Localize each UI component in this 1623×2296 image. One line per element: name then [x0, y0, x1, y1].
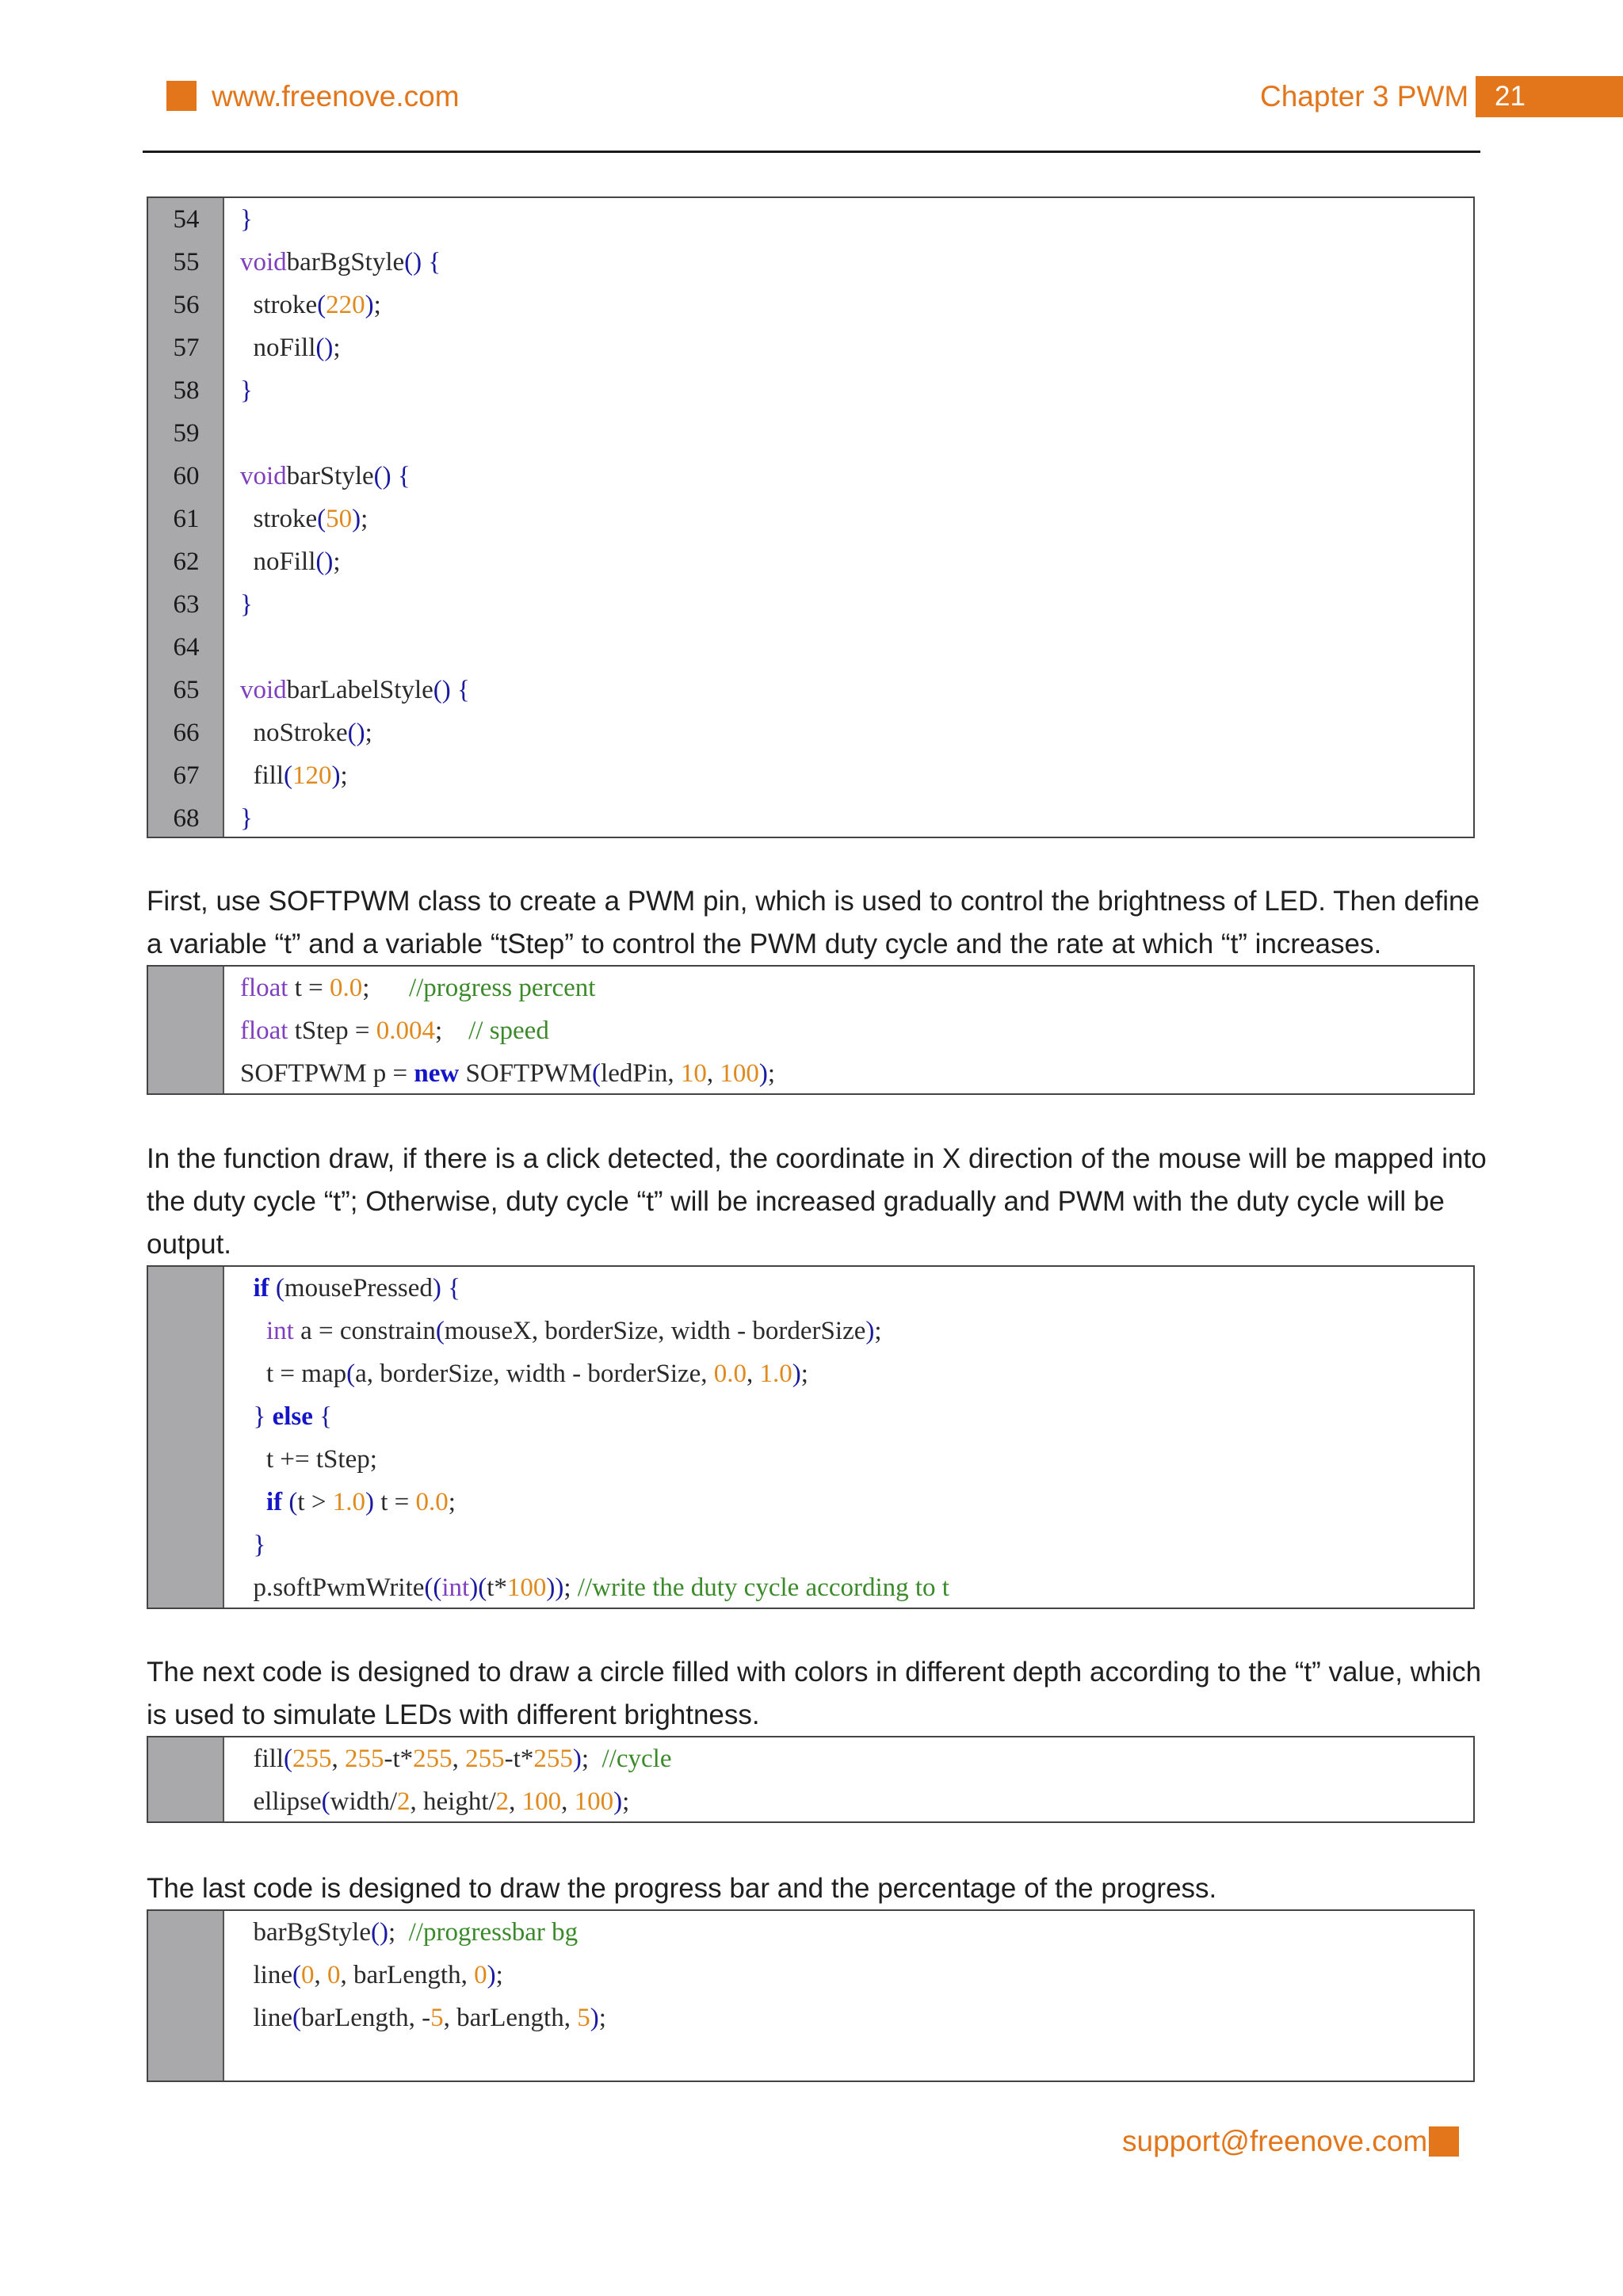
- code-token: if: [253, 1274, 269, 1302]
- code-token: 220: [326, 291, 365, 319]
- code-token: barLength, -: [300, 2004, 431, 2032]
- code-token: SOFTPWM p =: [240, 1059, 414, 1088]
- footer-logo-square: [1429, 2126, 1459, 2157]
- code-text: [240, 1267, 460, 1310]
- code-token: (): [404, 248, 422, 277]
- code-token: }: [240, 804, 253, 833]
- code-token: 120: [292, 761, 332, 790]
- code-block-5: [147, 1909, 1475, 2082]
- line-number: 63: [173, 590, 200, 619]
- code-line: [148, 198, 1473, 241]
- code-text: [240, 1009, 549, 1052]
- code-token: }: [240, 590, 253, 619]
- code-token: (: [592, 1059, 601, 1088]
- code-line: [148, 626, 1473, 669]
- code-token: ;: [800, 1360, 808, 1388]
- code-token: (: [321, 1787, 330, 1816]
- code-lines: [148, 967, 1473, 1095]
- code-line: [148, 1310, 1473, 1352]
- code-line: [148, 1395, 1473, 1438]
- code-token: 100: [574, 1787, 614, 1816]
- code-token: {: [428, 248, 441, 277]
- code-block-4: [147, 1736, 1475, 1823]
- code-token: (): [315, 334, 334, 362]
- code-token: width/: [330, 1787, 397, 1816]
- code-token: 0.0: [330, 974, 363, 1002]
- code-token: (: [284, 1745, 292, 1773]
- code-token: void: [240, 248, 287, 277]
- code-lines: [148, 1267, 1473, 1609]
- code-token: 2: [397, 1787, 411, 1816]
- line-number: 64: [173, 633, 200, 662]
- code-token: (: [317, 291, 327, 319]
- code-token: (: [435, 1317, 445, 1345]
- code-token: )): [546, 1573, 564, 1602]
- code-token: {: [457, 676, 470, 704]
- code-token: 255: [465, 1745, 505, 1773]
- code-text: [240, 1481, 456, 1524]
- code-token: (): [315, 547, 334, 576]
- code-token: {: [448, 1274, 460, 1302]
- code-token: ;: [563, 1573, 578, 1602]
- code-token: 5: [430, 2004, 444, 2032]
- code-token: float: [240, 974, 288, 1002]
- code-line: [148, 967, 1473, 1009]
- code-token: a, borderSize, width - borderSize,: [355, 1360, 714, 1388]
- code-line: [148, 455, 1473, 498]
- code-text: [240, 1524, 265, 1566]
- code-text: [240, 241, 441, 284]
- code-token: //progressbar bg: [408, 1918, 579, 1947]
- code-token: stroke: [240, 505, 318, 533]
- code-token: (): [347, 719, 365, 747]
- code-token: ;: [388, 1918, 409, 1947]
- code-token: ;: [767, 1059, 776, 1088]
- code-block-3: [147, 1265, 1475, 1609]
- code-token: (: [284, 761, 292, 790]
- footer-support-email[interactable]: support@freenove.com: [1122, 2125, 1428, 2157]
- code-token: (: [288, 1488, 298, 1516]
- code-text: [240, 711, 372, 754]
- code-line: [148, 583, 1473, 626]
- code-line: [148, 412, 1473, 455]
- code-token: [265, 1402, 272, 1431]
- code-text: [240, 1911, 578, 1954]
- code-token: stroke: [240, 291, 318, 319]
- code-token: t += tStep;: [240, 1445, 377, 1474]
- code-text: [240, 754, 348, 797]
- code-token: ): [590, 2004, 599, 2032]
- code-token: noFill: [240, 547, 316, 576]
- code-text: [240, 326, 341, 369]
- code-line: [148, 1481, 1473, 1524]
- code-token: (): [373, 462, 391, 490]
- code-token: fill: [240, 1745, 284, 1773]
- code-text: [240, 540, 341, 583]
- code-token: 1.0: [332, 1488, 365, 1516]
- code-token: 10: [680, 1059, 707, 1088]
- code-line: [148, 1566, 1473, 1609]
- code-token: [391, 462, 398, 490]
- code-text: [240, 1737, 671, 1780]
- code-token: }: [240, 376, 253, 405]
- code-token: ;: [874, 1317, 882, 1345]
- code-token: 50: [326, 505, 353, 533]
- code-token: (): [370, 1918, 388, 1947]
- code-token: fill: [240, 761, 284, 790]
- code-token: ((: [424, 1573, 442, 1602]
- code-token: int: [441, 1573, 470, 1602]
- code-text: [240, 369, 253, 412]
- code-token: ): [365, 1488, 374, 1516]
- code-text: [240, 1954, 503, 1997]
- code-text: [240, 1566, 949, 1609]
- code-token: 255: [345, 1745, 384, 1773]
- code-line: [148, 1780, 1473, 1823]
- code-line: [148, 797, 1473, 840]
- code-token: 255: [292, 1745, 332, 1773]
- line-number: 67: [173, 761, 200, 790]
- line-number: 54: [173, 205, 200, 234]
- code-token: t = map: [240, 1360, 347, 1388]
- paragraph-circle: The next code is designed to draw a circle filled with colors in different depth according to the “t” value, which is used to simulate LEDs with different brightness.: [147, 1657, 1482, 1730]
- code-line: [148, 498, 1473, 540]
- code-text: [240, 669, 470, 711]
- code-lines: [148, 198, 1473, 840]
- code-token: void: [240, 676, 287, 704]
- code-token: mouseX, borderSize, width - borderSize: [444, 1317, 866, 1345]
- code-token: SOFTPWM: [459, 1059, 593, 1088]
- paragraph-progress-bar: The last code is designed to draw the progress bar and the percentage of the progress.: [147, 1873, 1217, 1904]
- code-text: [240, 1310, 882, 1352]
- code-token: ,: [706, 1059, 720, 1088]
- code-token: else: [272, 1402, 313, 1431]
- code-token: ): [613, 1787, 623, 1816]
- code-token: ): [792, 1360, 801, 1388]
- code-text: [240, 284, 381, 326]
- code-token: //progress percent: [408, 974, 596, 1002]
- code-token: 5: [577, 2004, 590, 2032]
- code-token: ,: [747, 1360, 760, 1388]
- code-token: tStep =: [288, 1016, 376, 1045]
- code-token: (: [346, 1360, 356, 1388]
- code-token: 0.004: [376, 1016, 435, 1045]
- code-token: line: [240, 2004, 292, 2032]
- code-token: barStyle: [286, 462, 374, 490]
- header-site-link[interactable]: www.freenove.com: [212, 80, 460, 113]
- code-token: a = constrain: [293, 1317, 436, 1345]
- code-token: -t*: [504, 1745, 534, 1773]
- code-token: ;: [340, 761, 348, 790]
- code-token: ;: [365, 719, 372, 747]
- code-token: (: [317, 505, 327, 533]
- code-token: -t*: [384, 1745, 414, 1773]
- code-token: [240, 1274, 254, 1302]
- code-line: [148, 284, 1473, 326]
- code-line: [148, 540, 1473, 583]
- code-token: ): [331, 761, 341, 790]
- code-token: ;: [373, 291, 381, 319]
- code-token: 0: [474, 1961, 487, 1989]
- code-token: void: [240, 462, 287, 490]
- code-token: noStroke: [240, 719, 348, 747]
- code-lines: [148, 1737, 1473, 1823]
- code-token: ;: [448, 1488, 456, 1516]
- code-token: t*: [487, 1573, 507, 1602]
- line-number: 60: [173, 462, 200, 490]
- line-number: 58: [173, 376, 200, 405]
- line-number: 61: [173, 505, 200, 533]
- code-block-2: [147, 965, 1475, 1095]
- code-text: [240, 198, 253, 241]
- code-line: [148, 1997, 1473, 2039]
- code-token: ;: [581, 1745, 602, 1773]
- code-token: ;: [361, 505, 369, 533]
- code-token: ): [758, 1059, 768, 1088]
- code-token: 255: [413, 1745, 453, 1773]
- code-token: [240, 1531, 254, 1559]
- code-token: 0.0: [713, 1360, 747, 1388]
- code-token: ,: [509, 1787, 522, 1816]
- code-line: [148, 669, 1473, 711]
- code-token: ): [487, 1961, 496, 1989]
- code-token: 255: [533, 1745, 573, 1773]
- code-token: ,: [314, 1961, 327, 1989]
- code-token: ledPin,: [601, 1059, 681, 1088]
- code-token: t =: [288, 974, 330, 1002]
- code-line: [148, 369, 1473, 412]
- code-token: 0: [327, 1961, 341, 1989]
- code-text: [240, 1395, 332, 1438]
- code-token: ,: [561, 1787, 575, 1816]
- code-token: ,: [331, 1745, 345, 1773]
- code-block-1: [147, 196, 1475, 838]
- code-token: ;: [434, 1016, 469, 1045]
- code-token: 100: [521, 1787, 562, 1816]
- paragraph-draw-function: In the function draw, if there is a click detected, the coordinate in X direction of the mouse will be mapped into the duty cycle “t”; Otherwise, duty cycle “t” will be increased gradually and PWM with the duty cycle will be output.: [147, 1143, 1487, 1260]
- code-token: (): [433, 676, 451, 704]
- code-token: [240, 1402, 254, 1431]
- code-line: [148, 1352, 1473, 1395]
- line-number: 68: [173, 804, 200, 833]
- code-token: , height/: [410, 1787, 496, 1816]
- paragraph-softpwm: First, use SOFTPWM class to create a PWM pin, which is used to control the brightness of LED. Then define a variable “t” and a variable “tStep” to control the PWM duty cycle and the rate at which “t” increases.: [147, 886, 1480, 959]
- code-token: //write the duty cycle according to t: [577, 1573, 949, 1602]
- code-line: [148, 754, 1473, 797]
- code-line: [148, 1737, 1473, 1780]
- line-number: 59: [173, 419, 200, 448]
- code-line: [148, 711, 1473, 754]
- code-text: [240, 1997, 606, 2039]
- code-token: {: [397, 462, 411, 490]
- header-divider: [143, 151, 1480, 153]
- code-line: [148, 241, 1473, 284]
- code-token: mousePressed: [284, 1274, 433, 1302]
- code-token: float: [240, 1016, 288, 1045]
- code-token: {: [319, 1402, 332, 1431]
- code-token: 0: [300, 1961, 315, 1989]
- code-token: , barLength,: [443, 2004, 578, 2032]
- code-token: barBgStyle: [286, 248, 405, 277]
- code-line: [148, 1954, 1473, 1997]
- code-token: (: [292, 2004, 301, 2032]
- code-token: [313, 1402, 319, 1431]
- code-token: ;: [495, 1961, 503, 1989]
- code-token: ;: [598, 2004, 606, 2032]
- code-text: [240, 583, 253, 626]
- code-token: if: [266, 1488, 283, 1516]
- code-token: barBgStyle: [240, 1918, 371, 1947]
- code-token: ;: [362, 974, 409, 1002]
- code-token: //cycle: [601, 1745, 672, 1773]
- header-logo-square: [166, 81, 197, 111]
- line-number: 55: [173, 248, 200, 277]
- code-token: [269, 1274, 276, 1302]
- code-text: [240, 498, 368, 540]
- code-token: 100: [720, 1059, 759, 1088]
- line-number: 66: [173, 719, 200, 747]
- code-token: ): [865, 1317, 875, 1345]
- code-text: [240, 797, 253, 840]
- code-text: [240, 455, 411, 498]
- code-token: }: [240, 205, 253, 234]
- code-line: [148, 2039, 1473, 2082]
- code-token: [240, 1317, 266, 1345]
- code-token: )(: [469, 1573, 487, 1602]
- code-text: [240, 1780, 629, 1823]
- code-line: [148, 326, 1473, 369]
- code-token: ;: [622, 1787, 630, 1816]
- code-text: [240, 1352, 808, 1395]
- code-token: [240, 1488, 266, 1516]
- code-token: (: [292, 1961, 301, 1989]
- code-token: [441, 1274, 448, 1302]
- code-token: p.softPwmWrite: [240, 1573, 425, 1602]
- code-token: new: [414, 1059, 460, 1088]
- code-line: [148, 1438, 1473, 1481]
- code-line: [148, 1009, 1473, 1052]
- code-token: ): [365, 291, 374, 319]
- code-token: ,: [452, 1745, 466, 1773]
- line-number: 62: [173, 547, 200, 576]
- code-token: 2: [495, 1787, 510, 1816]
- code-token: line: [240, 1961, 292, 1989]
- code-token: }: [253, 1531, 266, 1559]
- code-token: [451, 676, 457, 704]
- code-token: t =: [373, 1488, 416, 1516]
- header-chapter-title: Chapter 3 PWM: [1260, 80, 1469, 113]
- code-token: noFill: [240, 334, 316, 362]
- code-token: barLabelStyle: [286, 676, 433, 704]
- code-token: }: [253, 1402, 266, 1431]
- code-token: t >: [297, 1488, 333, 1516]
- code-text: [240, 1052, 775, 1095]
- code-token: 1.0: [759, 1360, 792, 1388]
- code-token: 0.0: [415, 1488, 449, 1516]
- code-token: ellipse: [240, 1787, 322, 1816]
- code-line: [148, 1052, 1473, 1095]
- code-token: (: [275, 1274, 285, 1302]
- code-token: int: [266, 1317, 294, 1345]
- code-line: [148, 1911, 1473, 1954]
- code-token: ;: [333, 334, 341, 362]
- code-token: // speed: [468, 1016, 549, 1045]
- code-line: [148, 1524, 1473, 1566]
- code-token: ): [572, 1745, 582, 1773]
- code-token: ;: [333, 547, 341, 576]
- line-number: 56: [173, 291, 200, 319]
- code-token: ): [432, 1274, 441, 1302]
- code-text: [240, 1438, 377, 1481]
- code-text: [240, 967, 595, 1009]
- code-token: 100: [506, 1573, 547, 1602]
- code-token: ): [352, 505, 361, 533]
- page-number-badge: 21: [1476, 76, 1623, 117]
- line-number: 65: [173, 676, 200, 704]
- code-token: , barLength,: [340, 1961, 475, 1989]
- code-line: [148, 1267, 1473, 1310]
- line-number: 57: [173, 334, 200, 362]
- code-lines: [148, 1911, 1473, 2082]
